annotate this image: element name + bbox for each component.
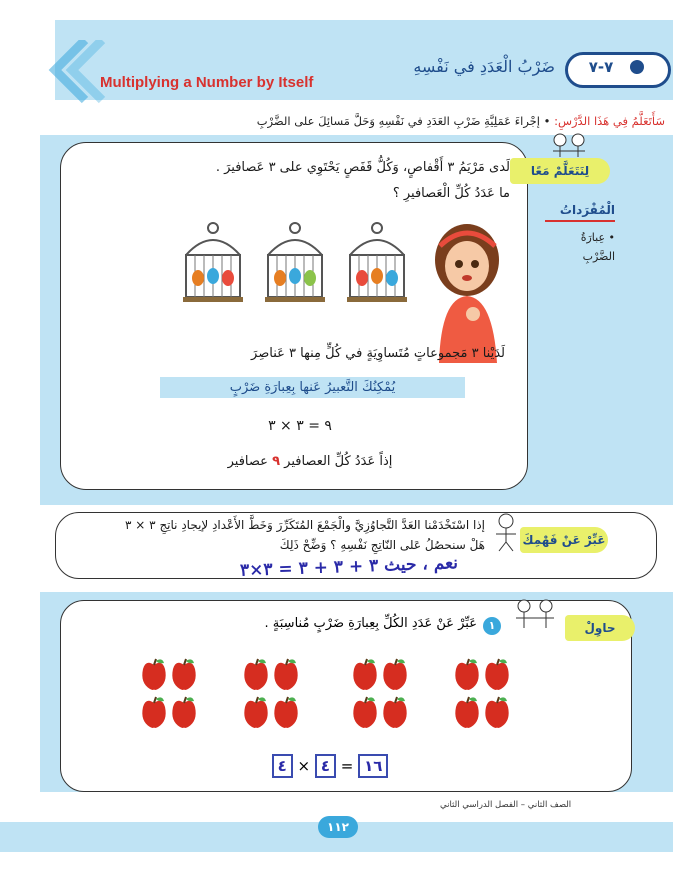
kids-icon (512, 598, 560, 638)
multiplication-answer (255, 757, 405, 775)
lesson-number: ٧-٧ (588, 58, 614, 76)
result-suffix: عصافير (227, 454, 268, 469)
lesson-title-ar: ضَرْبُ الْعَدَدِ في نَفْسِهِ (413, 57, 555, 76)
problem-line-1: لَدى مَرْيَمُ ٣ أَقْفاصٍ، وَكُلُّ قَفَصٍ يَحْتَوِي على ٣ عَصافيرَ . (215, 160, 510, 175)
result-line (170, 454, 450, 469)
apple-group-icon (142, 659, 195, 728)
express-text: يُمْكِنُكَ التَّعبيرُ عَنها بِعِبارَةِ ضَرْبٍ (160, 377, 465, 398)
vocabulary-underline (545, 220, 615, 222)
try-task: عَبِّرْ عَنْ عَدَدِ الكُلِّ بِعِبارَةِ ضَرْبٍ مُناسِبَةٍ . (264, 616, 477, 631)
bird-cages-illustration (178, 220, 418, 305)
explain-line-1: إذا اسْتَخْدَمْنا العَدَّ التَّجاوُزِيَّ والْجَمْعَ المُتَكَرِّرَ وَخَطَّ الأَعْدادِ لإيجادِ ناتِجِ ٣ × ٣ (125, 518, 485, 532)
groups-statement: لَدَيْنا ٣ مَجموعاتٍ مُتَساوِيَةٍ في كُلٍّ مِنها ٣ عَناصِرَ (251, 346, 505, 361)
question-number: ١ (483, 617, 501, 635)
apple-group-icon (455, 659, 508, 728)
apple-group-icon (353, 659, 406, 728)
explain-line-2: هَلْ سنحصُلُ عَلى النّاتِجِ نَفْسِهِ ؟ وَضِّحْ ذَلِكَ (279, 538, 485, 552)
vocabulary-item: • عِبارَةُ (580, 231, 615, 244)
bird-cage-icon (347, 223, 407, 302)
apple-group-icon (244, 659, 297, 728)
equation: ٩ = ٣ × ٣ (268, 418, 332, 434)
equals-sign: = (336, 757, 354, 775)
vocabulary-list (545, 228, 615, 266)
factor-answer-box[interactable]: ٤ (315, 754, 336, 778)
girl-illustration (425, 218, 510, 363)
apples-illustration (135, 655, 530, 735)
page-number: ١١٢ (318, 816, 358, 838)
footer-grade-text: الصف الثاني – الفصل الدراسي الثاني (440, 800, 572, 810)
objective-text: إجْراءَ عَمَلِيَّةِ ضَرْبِ العَدَدِ في نَفْسِهِ وَحَلَّ مَسائِلَ على الضَّرْبِ (256, 114, 540, 128)
express-highlight (160, 377, 465, 401)
problem-line-2: ما عَدَدُ كُلِّ الْعَصافيرِ ؟ (392, 186, 510, 201)
try-tag: حاوِلْ (565, 615, 635, 641)
factor-answer-box[interactable]: ٤ (272, 754, 293, 778)
result-number: ٩ (272, 454, 281, 469)
product-answer-box[interactable]: ١٦ (358, 754, 388, 778)
lesson-dot-icon (630, 60, 644, 74)
handwritten-answer: نعم ، حيث ٣ + ٣ + ٣ = ٣×٣ (239, 553, 459, 581)
bird-cage-icon (183, 223, 243, 302)
explain-tag: عَبِّرْ عَنْ فَهْمِكَ (520, 527, 608, 553)
bird-cage-icon (265, 223, 325, 302)
vocabulary-title: الْمُفْرَداتُ (559, 203, 615, 217)
vocabulary-item: الضَّرْبِ (582, 250, 615, 263)
kids-icon (550, 133, 590, 159)
bullet-icon: • (539, 114, 551, 128)
objective-label: سَأَتَعَلَّمُ فِي هَذَا الدَّرْسِ: (554, 114, 665, 128)
lesson-objective (130, 114, 665, 128)
times-sign: × (292, 757, 311, 775)
lesson-title-en: Multiplying a Number by Itself (100, 74, 314, 91)
learn-together-tag: لِنَتَعَلَّمْ مَعًا (510, 158, 610, 184)
result-prefix: إذاً عَدَدُ كُلِّ العصافير (284, 454, 393, 469)
